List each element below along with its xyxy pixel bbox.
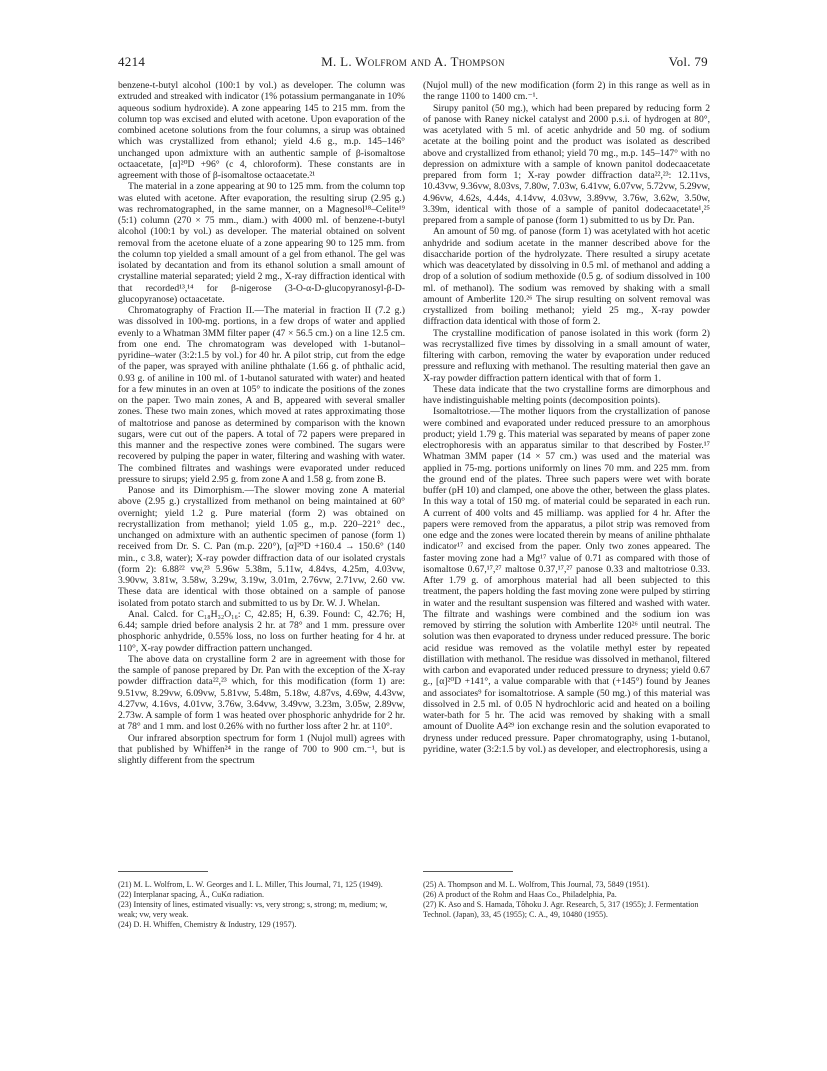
footnote: (24) D. H. Whiffen, Chemistry & Industry, 129 (1957). bbox=[118, 920, 297, 929]
footnote-divider bbox=[423, 871, 513, 872]
footnotes-left bbox=[118, 880, 405, 930]
right-column bbox=[423, 80, 710, 755]
paragraph: (Nujol mull) of the new modification (form 2) in this range as well as in the range 1100 to 1400 cm.⁻¹. bbox=[423, 80, 710, 103]
volume-number: Vol. 79 bbox=[668, 54, 708, 69]
paragraph: These data indicate that the two crystalline forms are dimorphous and have indistinguishable melting points (decomposition points). bbox=[423, 383, 710, 406]
page-header bbox=[118, 54, 708, 70]
paragraph: An amount of 50 mg. of panose (form 1) was acetylated with hot acetic anhydride and sodium acetate in the manner described above for the disaccharide portion of the hydrolyzate. There resulted a sirupy acetate which was deacetylated by dissolving in 0.5 ml. of methanol and adding a drop of a solution of sodium methoxide (0.5 g. of sodium dissolved in 100 ml. of methanol). The sodium was removed by shaking with a small amount of Amberlite 120.²⁶ The sirup resulting on solvent removal was crystallized from boiling methanol; yield 25 mg., X-ray powder diffraction data identical with those of form 2. bbox=[423, 226, 710, 328]
paragraph: benzene-t-butyl alcohol (100:1 by vol.) as developer. The column was extruded and streaked with indicator (1% potassium permanganate in 10% aqueous sodium hydroxide). A zone appearing 145 to 215 mm. from the column top was excised and eluted with acetone. Upon evaporation of the combined acetone solutions from the four columns, a sirup was obtained which was crystallized from ethanol; yield 4.6 g., m.p. 145–146° unchanged upon admixture with an authentic sample of β-isomaltose octaacetate, [α]²⁰D +96° (c 4, chloroform). These constants are in agreement with those of β-isomaltose octaacetate.²¹ bbox=[118, 80, 405, 181]
footnote: (22) Interplanar spacing, Å., CuKα radiation. bbox=[118, 890, 265, 899]
paragraph: Our infrared absorption spectrum for form 1 (Nujol mull) agrees with that published by Whiffen²⁴ in the range of 700 to 900 cm.⁻¹, but is slightly different from the spectrum bbox=[118, 732, 405, 766]
left-column bbox=[118, 80, 405, 766]
paragraph: The crystalline modification of panose isolated in this work (form 2) was recrystallized five times by dissolving in a small amount of water, filtering with carbon, removing the water by evaporation under reduced pressure and refluxing with methanol. The resulting material then gave an X-ray powder diffraction pattern identical with that of form 1. bbox=[423, 327, 710, 384]
footnotes-right bbox=[423, 880, 710, 920]
paragraph: Isomaltotriose.—The mother liquors from the crystallization of panose were combined and evaporated under reduced pressure to an amorphous product; yield 1.79 g. This material was separated by means of paper zone electrophoresis with an apparatus similar to that described by Foster.¹⁷ Whatman 3MM paper (14 × 57 cm.) was used and the material was applied in 75-mg. portions uniformly on lines 70 mm. and 225 mm. from the ground end of the plates. Three such papers were wet with borate buffer (pH 10) and clamped, one above the other, between the glass plates. In this way a total of 150 mg. of material could be separated in each run. A current of 400 volts and 45 milliamp. was applied for 4 hr. After the papers were removed from the apparatus, a pilot strip was removed from one edge and the zones were located therein by means of aniline phthalate indicator¹⁷ and excised from the paper. Only two zones appeared. The faster moving zone had a Mg¹⁷ value of 0.71 as compared with those of isomaltose 0.67,¹⁷,²⁷ maltose 0.37,¹⁷,²⁷ panose 0.33 and maltotriose 0.33. After 1.79 g. of amorphous material had all been subjected to this treatment, the papers holding the fast moving zone were pulped by stirring in water and the resultant suspension was filtered and washed with water. The filtrate and washings were combined and the sodium ion was removed by stirring the solution with Amberlite 120²⁶ until neutral. The solution was then evaporated to dryness under reduced pressure. The boric acid residue was removed as the volatile methyl ester by repeated distillation with methanol. The residue was dissolved in methanol, filtered with carbon and evaporated under reduced pressure to dryness; yield 0.67 g., [α]²⁰D +141°, a value comparable with that (+145°) found by Jeanes and associates⁹ for isomaltotriose. A sample (50 mg.) of this material was dissolved in 2.5 ml. of 0.05 N hydrochloric acid and heated on a boiling water-bath for 5 hr. The acid was removed by shaking with a small amount of Duolite A4²⁹ ion exchange resin and the solution evaporated to dryness under reduced pressure. Paper chromatography, using 1-butanol, pyridine, water (3:2:1.5 by vol.) as developer, and electrophoresis, using a bbox=[423, 406, 710, 755]
paragraph: Panose and its Dimorphism.—The slower moving zone A material above (2.95 g.) crystallized from methanol on being maintained at 60° overnight; yield 1.2 g. Pure material (form 2) was obtained on recrystallization from methanol; yield 1.05 g., m.p. 220–221° dec., unchanged on admixture with an authentic specimen of panose (form 1) received from Dr. S. C. Pan (m.p. 220°), [α]²⁰D +160.4 → 150.6° (140 min., c 3.8, water); X-ray powder diffraction data of our isolated crystals (form 2): 6.88²² vw,²³ 5.96w 5.38m, 5.11w, 4.84vs, 4.25m, 4.03vw, 3.90vw, 3.81w, 3.58w, 3.29w, 3.19w, 3.01m, 2.76vw, 2.71vw, 2.60 vw. These data are identical with those obtained on a sample of panose isolated from potato starch and submitted to us by Dr. W. J. Whelan. bbox=[118, 485, 405, 609]
page-number: 4214 bbox=[118, 54, 146, 69]
paragraph: The material in a zone appearing at 90 to 125 mm. from the column top was eluted with acetone. After evaporation, the resulting sirup (2.95 g.) was rechromatographed, in the same manner, on a Magnesol¹⁸–Celite¹⁹ (5:1) column (270 × 75 mm., diam.) with 4000 ml. of benzene-t-butyl alcohol (100:1 by vol.) as developer. The material obtained on solvent removal from the acetone eluate of a zone appearing 90 to 125 mm. from the column top yielded a small amount of a gel from ethanol. The gel was isolated by decantation and from its ethanol solution a small amount of crystalline material separated; yield 2 mg., X-ray diffraction identical with that recorded¹³,¹⁴ for β-nigerose (3-O-α-D-glucopyranosyl-β-D-glucopyranose) octaacetate. bbox=[118, 181, 405, 305]
footnote: (23) Intensity of lines, estimated visually: vs, very strong; s, strong; m, medium; w, weak; vw, very weak. bbox=[118, 900, 388, 919]
running-title: M. L. Wolfrom and A. Thompson bbox=[321, 54, 505, 69]
footnote: (21) M. L. Wolfrom, L. W. Georges and I. L. Miller, This Journal, 71, 125 (1949). bbox=[118, 880, 383, 889]
footnote-divider bbox=[118, 871, 208, 872]
paragraph: The above data on crystalline form 2 are in agreement with those for the sample of panose prepared by Dr. Pan with the exception of the X-ray powder diffraction data²²,²³ which, for this modification (form 1) are: 9.51vw, 8.29vw, 6.09vw, 5.81vw, 5.48m, 5.18w, 4.87vs, 4.69w, 4.43vw, 4.27vw, 4.16vs, 4.01vw, 3.76w, 3.64vw, 3.49vw, 3.23m, 3.05w, 2.89vw, 2.73w. A sample of form 1 was heated over phosphoric anhydride for 2 hr. at 78° and 1 mm. and lost 0.26% with no further loss after 2 hr. at 110°. bbox=[118, 653, 405, 733]
footnote: (26) A product of the Rohm and Haas Co., Philadelphia, Pa. bbox=[423, 890, 617, 899]
footnote: (27) K. Aso and S. Hamada, Tôhoku J. Agr. Research, 5, 317 (1955); J. Fermentation Technol. (Japan), 33, 45 (1955); C. A., 49, 10480 (1955). bbox=[423, 900, 699, 919]
footnote: (25) A. Thompson and M. L. Wolfrom, This Journal, 73, 5849 (1951). bbox=[423, 880, 650, 889]
paragraph: Chromatography of Fraction II.—The material in fraction II (7.2 g.) was dissolved in 100-mg. portions, in a few drops of water and applied evenly to a Whatman 3MM filter paper (47 × 56.5 cm.) on a line 12.5 cm. from one end. The chromatogram was developed with 1-butanol–pyridine–water (3:2:1.5 by vol.) for 40 hr. A pilot strip, cut from the edge of the paper, was sprayed with aniline phthalate (1.66 g. of phthalic acid, 0.93 g. of aniline in 100 ml. of 1-butanol saturated with water) and heated for a few minutes in an oven at 105° to indicate the positions of the zones on the paper. Two main zones, A and B, appeared with several smaller zones. These two main zones, which moved at rates approximating those of maltotriose and panose as determined by comparison with the known sugars, were cut out of the papers. A total of 72 papers were prepared in this manner and the respective zones were combined. The sugars were recovered by pulping the paper in water, filtering and washing with water. The combined filtrates and washings were evaporated under reduced pressure to sirups; yield 2.95 g. from zone A and 1.58 g. from zone B. bbox=[118, 305, 405, 485]
paragraph: Anal. Calcd. for C₁₈H₃₂O₁₆: C, 42.85; H, 6.39. Found: C, 42.76; H, 6.44; sample dried before analysis 2 hr. at 78° and 1 mm. pressure over phosphoric anhydride, 0.55% loss, no loss on further heating for 4 hr. at 110°, X-ray powder diffraction pattern unchanged. bbox=[118, 608, 405, 654]
paragraph: Sirupy panitol (50 mg.), which had been prepared by reducing form 2 of panose with Raney nickel catalyst and 2000 p.s.i. of hydrogen at 80°, was acetylated with 5 ml. of acetic anhydride and 50 mg. of sodium acetate at the boiling point and the product was isolated as described above and crystallized from ethanol; yield 70 mg., m.p. 145–147° with no depression on admixture with a sample of known panitol dodecaacetate prepared from form 1; X-ray powder diffraction data²²,²³: 12.11vs, 10.43vw, 9.36vw, 8.03vs, 7.80w, 7.03w, 6.41vw, 6.07vw, 5.72vw, 5.29vw, 4.96vw, 4.62s, 4.44s, 4.14vw, 4.03vw, 3.89vw, 3.76w, 3.62w, 3.50w, 3.39m, identical with those of a sample of panitol dodecaacetate¹,²⁵ prepared from a sample of panose (form 1) submitted to us by Dr. Pan. bbox=[423, 102, 710, 226]
